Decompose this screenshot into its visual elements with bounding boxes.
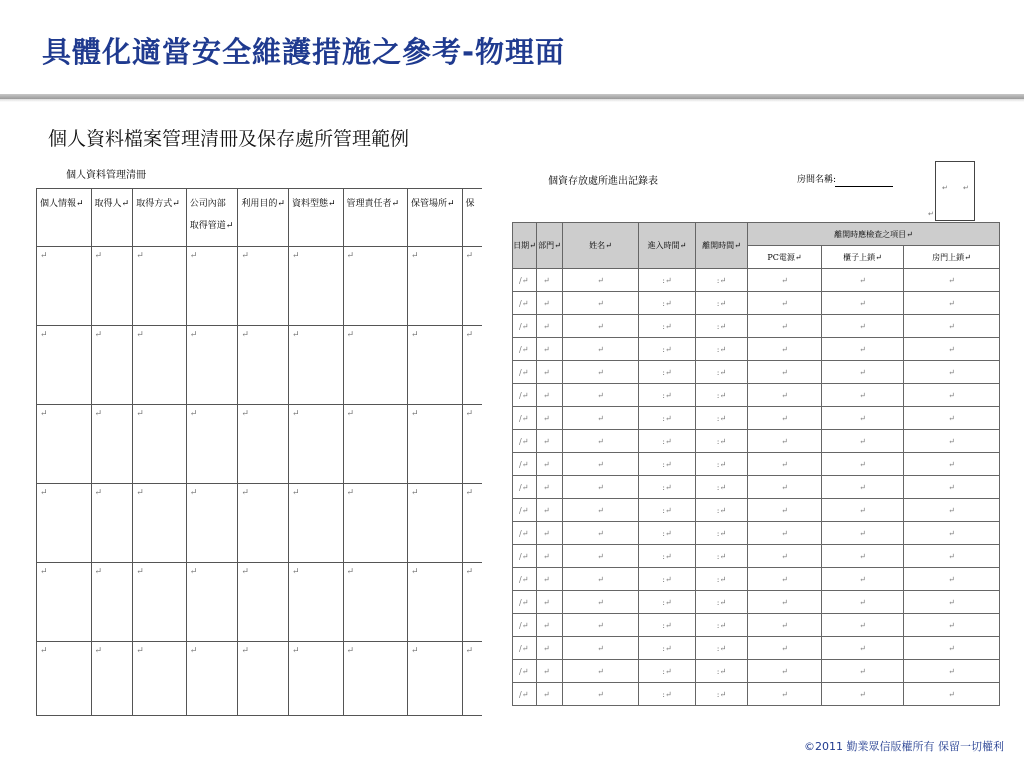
access-log-cell: ↵ [748,315,822,338]
inventory-col-header: 取得方式↵ [133,189,187,247]
access-log-cell: ↵ [563,476,639,499]
inventory-cell: ↵ [37,405,92,484]
access-log-cell: ↵ [822,614,904,637]
inventory-col-header: 取得人↵ [91,189,133,247]
access-log-cell: ↵ [822,660,904,683]
access-log-cell: ↵ [904,430,1000,453]
access-log-cell: /↵ [513,522,537,545]
access-log-cell: :↵ [639,476,696,499]
inventory-row [37,642,483,717]
inventory-col-header: 保管場所↵ [407,189,462,247]
access-log-cell: ↵ [563,407,639,430]
access-log-cell: /↵ [513,453,537,476]
access-log-row [513,476,1000,499]
inventory-cell: ↵ [238,563,289,642]
access-log-row [513,361,1000,384]
access-log-cell: ↵ [748,591,822,614]
access-log-cell: ↵ [748,384,822,407]
access-log-cell: :↵ [696,384,748,407]
access-log-row [513,499,1000,522]
access-log-cell: :↵ [639,637,696,660]
inventory-col-header: 管理責任者↵ [343,189,407,247]
inventory-cell: ↵ [91,484,133,563]
inventory-cell: ↵ [133,405,187,484]
access-log-cell: /↵ [513,637,537,660]
access-log-cell: :↵ [639,453,696,476]
access-log-row [513,591,1000,614]
access-log-row [513,407,1000,430]
access-log-cell: ↵ [563,384,639,407]
access-log-cell: :↵ [639,338,696,361]
access-log-row [513,568,1000,591]
access-log-cell: ↵ [537,545,563,568]
access-log-cell: ↵ [537,430,563,453]
access-log-cell: ↵ [822,407,904,430]
inventory-cell: ↵ [343,642,407,717]
access-log-cell: ↵ [563,361,639,384]
access-log-cell: :↵ [696,637,748,660]
access-log-cell: ↵ [822,269,904,292]
access-log-cell: :↵ [696,499,748,522]
access-log-cell: ↵ [537,683,563,706]
access-log-caption: 個資存放處所進出記錄表 [548,176,658,187]
access-log-cell: :↵ [696,568,748,591]
inventory-cell: ↵ [288,642,343,717]
access-log-cell: ↵ [748,568,822,591]
inventory-row [37,247,483,326]
inventory-cell: ↵ [343,326,407,405]
inventory-row [37,484,483,563]
access-log-cell: ↵ [904,614,1000,637]
slide-subtitle: 個人資料檔案管理清冊及保存處所管理範例 [48,128,410,150]
access-log-cell: ↵ [537,315,563,338]
access-log-cell: ↵ [822,522,904,545]
inventory-cell: ↵ [407,247,462,326]
access-log-cell: :↵ [696,660,748,683]
access-log-cell: ↵ [563,637,639,660]
access-log-cell: /↵ [513,338,537,361]
inventory-table [36,188,482,716]
access-log-cell: :↵ [639,591,696,614]
access-log-cell: :↵ [639,683,696,706]
access-log-cell: ↵ [904,683,1000,706]
inventory-cell: ↵ [238,642,289,717]
access-log-cell: :↵ [639,568,696,591]
access-log-cell: ↵ [563,430,639,453]
access-log-cell: ↵ [563,660,639,683]
access-log-row [513,315,1000,338]
access-log-cell: ↵ [537,292,563,315]
access-log-cell: ↵ [748,338,822,361]
inventory-cell: ↵ [186,484,238,563]
inventory-cell: ↵ [343,247,407,326]
access-log-cell: ↵ [904,522,1000,545]
access-log-cell: ↵ [904,499,1000,522]
inventory-cell: ↵ [343,405,407,484]
access-log-cell: :↵ [696,292,748,315]
access-log-cell: ↵ [904,637,1000,660]
col-cabinet-locked: 櫃子上鎖↵ [822,246,904,269]
access-log-cell: ↵ [904,407,1000,430]
access-log-cell: ↵ [748,522,822,545]
inventory-cell: ↵ [186,642,238,717]
access-log-row [513,522,1000,545]
access-log-cell: :↵ [639,430,696,453]
access-log-cell: :↵ [696,614,748,637]
access-log-cell: ↵ [748,292,822,315]
access-log-cell: ↵ [822,384,904,407]
access-log-cell: ↵ [904,568,1000,591]
access-log-row [513,545,1000,568]
access-log-cell: ↵ [748,407,822,430]
access-log-cell: ↵ [537,614,563,637]
col-exit-time: 離開時間↵ [696,223,748,269]
inventory-cell: ↵ [133,326,187,405]
access-log-cell: ↵ [822,453,904,476]
access-log-cell: :↵ [696,522,748,545]
access-log-cell: :↵ [639,614,696,637]
access-log-cell: ↵ [537,361,563,384]
access-log-cell: ↵ [904,384,1000,407]
access-log-row [513,338,1000,361]
access-log-cell: ↵ [904,476,1000,499]
access-log-cell: /↵ [513,499,537,522]
inventory-cell: ↵ [37,642,92,717]
access-log-cell: ↵ [904,660,1000,683]
inventory-cell: ↵ [462,326,482,405]
access-log-row [513,384,1000,407]
access-log-cell: ↵ [904,269,1000,292]
access-log-cell: ↵ [537,499,563,522]
access-log-cell: /↵ [513,660,537,683]
access-log-cell: /↵ [513,430,537,453]
inventory-col-header: 利用目的↵ [238,189,289,247]
access-log-table [512,222,1000,706]
title-divider-shadow [0,99,1024,102]
access-log-cell: :↵ [696,315,748,338]
access-log-cell: /↵ [513,476,537,499]
col-entry-time: 進入時間↵ [639,223,696,269]
access-log-cell: ↵ [822,292,904,315]
access-log-cell: :↵ [696,476,748,499]
inventory-row [37,405,483,484]
inventory-cell: ↵ [462,563,482,642]
inventory-form-caption: 個人資料管理清冊 [66,170,146,181]
access-log-cell: :↵ [696,591,748,614]
inventory-cell: ↵ [288,326,343,405]
access-log-cell: ↵ [537,660,563,683]
access-log-cell: ↵ [822,315,904,338]
photo-box [928,161,975,221]
inventory-cell: ↵ [91,247,133,326]
inventory-cell: ↵ [343,563,407,642]
access-log-cell: ↵ [822,545,904,568]
access-log-cell: ↵ [904,453,1000,476]
access-log-cell: ↵ [537,269,563,292]
inventory-cell: ↵ [133,484,187,563]
access-log-cell: :↵ [639,545,696,568]
access-log-cell: :↵ [639,384,696,407]
inventory-cell: ↵ [91,405,133,484]
access-log-cell: ↵ [563,499,639,522]
access-log-cell: ↵ [537,568,563,591]
access-log-cell: :↵ [696,361,748,384]
access-log-cell: ↵ [822,476,904,499]
inventory-cell: ↵ [186,247,238,326]
inventory-cell: ↵ [288,247,343,326]
room-name-label: 房間名稱: [797,175,837,185]
access-log-cell: ↵ [563,292,639,315]
access-log-cell: ↵ [822,499,904,522]
access-log-cell: ↵ [563,545,639,568]
copyright-footer: ©2011 勤業眾信版權所有 保留一切權利 [804,740,1004,753]
access-log-row [513,430,1000,453]
access-log-cell: :↵ [639,407,696,430]
access-log-cell: ↵ [822,683,904,706]
inventory-cell: ↵ [133,642,187,717]
access-log-cell: ↵ [748,453,822,476]
inventory-cell: ↵ [407,484,462,563]
access-log-cell: ↵ [822,430,904,453]
access-log-cell: ↵ [904,315,1000,338]
access-log-cell: :↵ [696,338,748,361]
access-log-cell: ↵ [748,637,822,660]
inventory-cell: ↵ [238,405,289,484]
access-log-cell: /↵ [513,361,537,384]
inventory-col-header: 公司內部 取得管道↵ [186,189,238,247]
col-pc-power: PC電源↵ [748,246,822,269]
personal-data-inventory-form [36,160,482,716]
inventory-cell: ↵ [288,484,343,563]
access-log-cell: :↵ [696,453,748,476]
slide-title: 具體化適當安全維護措施之參考-物理面 [42,35,566,69]
inventory-cell: ↵ [462,247,482,326]
inventory-row [37,326,483,405]
access-log-cell: ↵ [563,591,639,614]
access-log-cell: ↵ [748,269,822,292]
access-log-cell: ↵ [904,545,1000,568]
access-log-cell: /↵ [513,384,537,407]
access-log-cell: ↵ [563,522,639,545]
inventory-cell: ↵ [238,484,289,563]
access-log-cell: ↵ [537,453,563,476]
inventory-cell: ↵ [186,405,238,484]
access-log-row [513,683,1000,706]
inventory-cell: ↵ [91,642,133,717]
inventory-cell: ↵ [343,484,407,563]
inventory-cell: ↵ [407,326,462,405]
access-log-cell: :↵ [639,315,696,338]
inventory-cell: ↵ [288,405,343,484]
inventory-cell: ↵ [37,247,92,326]
access-log-row [513,292,1000,315]
access-log-cell: /↵ [513,269,537,292]
access-log-cell: /↵ [513,545,537,568]
inventory-cell: ↵ [37,326,92,405]
inventory-cell: ↵ [407,642,462,717]
access-log-cell: ↵ [822,568,904,591]
access-log-cell: ↵ [822,591,904,614]
access-log-cell: ↵ [537,476,563,499]
access-log-cell: ↵ [822,361,904,384]
access-log-cell: :↵ [696,545,748,568]
access-log-cell: /↵ [513,407,537,430]
access-log-cell: ↵ [748,499,822,522]
access-log-row [513,453,1000,476]
access-log-cell: ↵ [537,591,563,614]
access-log-cell: ↵ [563,338,639,361]
inventory-cell: ↵ [238,247,289,326]
storage-access-log-form [510,158,1000,713]
access-log-cell: ↵ [904,338,1000,361]
col-date: 日期↵ [513,223,537,269]
access-log-cell: ↵ [563,568,639,591]
access-log-cell: ↵ [822,637,904,660]
access-log-cell: ↵ [563,315,639,338]
access-log-cell: ↵ [537,522,563,545]
access-log-cell: /↵ [513,315,537,338]
col-department: 部門↵ [537,223,563,269]
inventory-cell: ↵ [91,563,133,642]
access-log-cell: :↵ [696,430,748,453]
access-log-cell: ↵ [748,683,822,706]
photo-mark: ↵ [963,184,969,192]
access-log-cell: :↵ [696,683,748,706]
access-log-cell: ↵ [904,591,1000,614]
access-log-cell: ↵ [748,545,822,568]
access-log-cell: ↵ [904,361,1000,384]
inventory-col-header: 保 [462,189,482,247]
inventory-col-header: 個人情報↵ [37,189,92,247]
access-log-row [513,660,1000,683]
inventory-cell: ↵ [133,563,187,642]
inventory-cell: ↵ [91,326,133,405]
inventory-cell: ↵ [37,484,92,563]
access-log-cell: ↵ [748,614,822,637]
photo-mark: ↵ [928,210,934,218]
access-log-cell: /↵ [513,568,537,591]
inventory-col-header: 資料型態↵ [288,189,343,247]
access-log-cell: :↵ [696,269,748,292]
access-log-row [513,269,1000,292]
col-name: 姓名↵ [563,223,639,269]
access-log-cell: ↵ [537,637,563,660]
col-door-locked: 房門上鎖↵ [904,246,1000,269]
access-log-cell: :↵ [639,499,696,522]
room-name-blank [835,186,893,187]
inventory-cell: ↵ [186,563,238,642]
inventory-cell: ↵ [288,563,343,642]
access-log-cell: :↵ [639,292,696,315]
access-log-cell: ↵ [748,660,822,683]
inventory-header-row [37,189,483,247]
access-log-cell: /↵ [513,614,537,637]
inventory-cell: ↵ [133,247,187,326]
inventory-cell: ↵ [238,326,289,405]
access-log-cell: :↵ [639,269,696,292]
access-log-row [513,637,1000,660]
access-log-header-row [513,223,1000,246]
access-log-cell: /↵ [513,292,537,315]
access-log-cell: ↵ [822,338,904,361]
col-exit-checks: 離開時應檢查之項目↵ [748,223,1000,246]
inventory-cell: ↵ [407,405,462,484]
access-log-cell: ↵ [748,476,822,499]
inventory-cell: ↵ [37,563,92,642]
access-log-cell: ↵ [748,430,822,453]
access-log-cell: ↵ [563,683,639,706]
inventory-bottom-border [36,715,482,716]
inventory-cell: ↵ [186,326,238,405]
inventory-cell: ↵ [407,563,462,642]
access-log-cell: :↵ [639,660,696,683]
access-log-cell: ↵ [537,338,563,361]
inventory-row [37,563,483,642]
inventory-cell: ↵ [462,484,482,563]
access-log-cell: /↵ [513,683,537,706]
access-log-cell: :↵ [696,407,748,430]
access-log-cell: ↵ [563,614,639,637]
access-log-cell: ↵ [563,453,639,476]
photo-mark: ↵ [942,184,948,192]
inventory-cell: ↵ [462,642,482,717]
access-log-cell: /↵ [513,591,537,614]
access-log-cell: ↵ [537,384,563,407]
inventory-cell: ↵ [462,405,482,484]
access-log-row [513,614,1000,637]
access-log-cell: :↵ [639,361,696,384]
access-log-cell: ↵ [537,407,563,430]
access-log-cell: ↵ [904,292,1000,315]
access-log-cell: :↵ [639,522,696,545]
access-log-cell: ↵ [563,269,639,292]
access-log-cell: ↵ [748,361,822,384]
